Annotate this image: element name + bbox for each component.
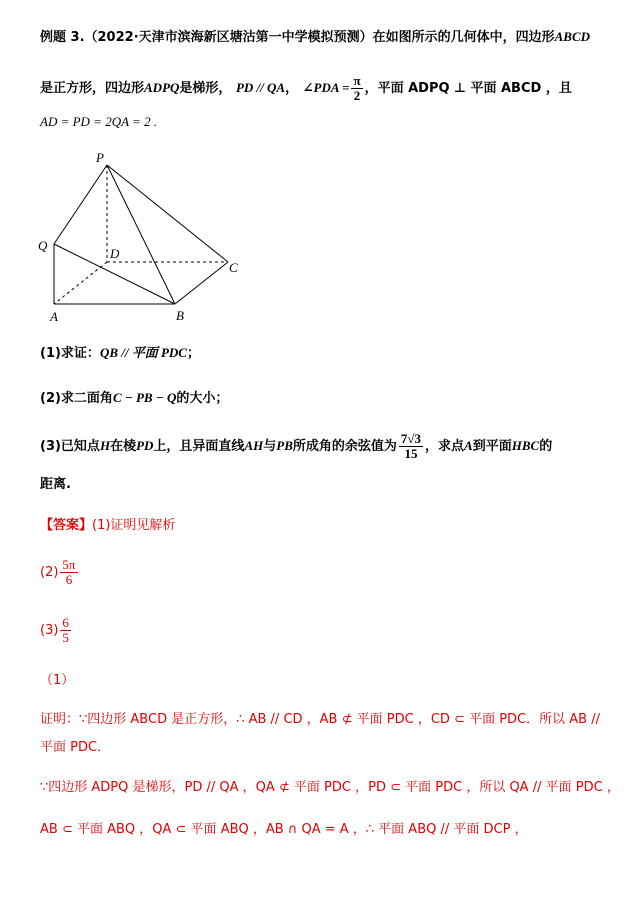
math-pd: PD — [136, 438, 154, 453]
q3-text: (3)已知点 — [40, 439, 100, 454]
math-h: H — [99, 438, 111, 453]
question-3 — [40, 432, 552, 461]
edge-PC — [107, 165, 228, 262]
proof-line-1b: 平面 PDC． — [40, 740, 111, 755]
fraction-denominator: 6 — [65, 572, 73, 587]
question-2 — [40, 389, 228, 408]
edge-BC — [175, 262, 228, 304]
vertex-label-B: B — [176, 308, 184, 323]
q3-text: 到平面 — [472, 439, 512, 454]
math-hbc: HBC — [511, 438, 540, 453]
vertex-label-Q: Q — [38, 238, 48, 253]
math-qb-parallel-pdc: QB // 平面 PDC — [99, 345, 187, 360]
math-dihedral-angle: C − PB − Q — [112, 390, 177, 405]
fraction-numerator: π — [353, 73, 361, 88]
proof-line-1: 证明：∵四边形 ABCD 是正方形，∴ AB // CD ，AB ⊄ 平面 PDC ，CD ⊂ 平面 PDC．所以 AB // — [40, 712, 600, 727]
q3-text: 上，且异面直线 — [153, 439, 245, 454]
vertex-label-P: P — [96, 150, 104, 165]
answer-tag: 【答案】 — [40, 518, 93, 533]
edge-PA — [54, 165, 107, 244]
vertex-label-D: D — [110, 246, 120, 261]
answer-line-1 — [40, 517, 175, 535]
math-abcd: ABCD — [554, 29, 591, 44]
problem-intro: 例题 3.（2022·天津市滨海新区塘沽第一中学模拟预测）在如图所示的几何体中，四边形 — [40, 30, 555, 45]
problem-text: ，平面 ADPQ ⊥ 平面 ABCD ，且 — [364, 81, 572, 96]
edge-DA-dashed — [54, 262, 107, 304]
fraction-numerator: 6 — [62, 615, 69, 630]
question-3-line-2: 距离. — [40, 477, 71, 492]
vertex-label-C: C — [229, 260, 238, 275]
edge-PB — [107, 165, 175, 304]
proof-line-2: ∵四边形 ADPQ 是梯形，PD // QA ，QA ⊄ 平面 PDC ，PD ⊂ 平面 PDC ，所以 QA // 平面 PDC ， — [40, 780, 620, 795]
question-end: ； — [186, 346, 200, 361]
problem-text: 是正方形，四边形 — [40, 81, 145, 96]
q3-text: 的 — [539, 439, 553, 454]
math-adpq: ADPQ — [144, 80, 180, 95]
solution-label: （1） — [40, 673, 75, 688]
answer-1: (1)证明见解析 — [92, 518, 176, 533]
fraction-denominator: 5 — [62, 630, 69, 645]
fraction-numerator: 7√3 — [400, 431, 422, 446]
problem-line-1 — [40, 28, 590, 47]
fraction-pi-over-2 — [351, 74, 362, 103]
answer-prefix: (3) — [40, 623, 59, 638]
problem-line-2: 是正方形，四边形ADPQ是梯形， PD // QA， ∠PDA = $\frac{\pi}{2}$ ，平面 ADPQ ⊥ 平面 ABCD ，且 — [40, 73, 572, 103]
q3-text: 所成角的余弦值为 — [292, 439, 397, 454]
q3-text: 与 — [263, 439, 277, 454]
proof-line-3: AB ⊂ 平面 ABQ ，QA ⊂ 平面 ABQ ，AB ∩ QA = A ，∴ 平面 ABQ // 平面 DCP ， — [40, 822, 528, 837]
problem-text: 是梯形， — [179, 81, 232, 96]
q3-text: 在棱 — [110, 439, 137, 454]
answer-3 — [40, 616, 73, 645]
q3-text: ，求点 — [425, 439, 465, 454]
question-1 — [40, 344, 200, 363]
fraction-cosine — [399, 432, 423, 461]
fraction-numerator: 5π — [62, 557, 76, 572]
problem-line-3: AD = PD = 2QA = 2 . — [40, 114, 158, 129]
math-ah: AH — [244, 438, 264, 453]
math-angle-pda: ∠PDA = — [302, 80, 350, 95]
answer-prefix: (2) — [40, 565, 59, 580]
question-end: 的大小； — [176, 391, 229, 406]
math-pb: PB — [276, 438, 293, 453]
math-a: A — [464, 438, 473, 453]
question-prefix: (2)求二面角 — [40, 391, 113, 406]
fraction-6-over-5 — [60, 616, 71, 645]
question-prefix: (1)求证： — [40, 346, 100, 361]
answer-2 — [40, 558, 80, 587]
edge-QB — [54, 244, 175, 304]
vertex-label-A: A — [50, 309, 58, 324]
fraction-denominator: 2 — [353, 88, 361, 103]
fraction-5pi-over-6 — [60, 558, 77, 587]
math-pd-parallel-qa: PD // QA — [235, 80, 286, 95]
fraction-denominator: 15 — [404, 446, 418, 461]
